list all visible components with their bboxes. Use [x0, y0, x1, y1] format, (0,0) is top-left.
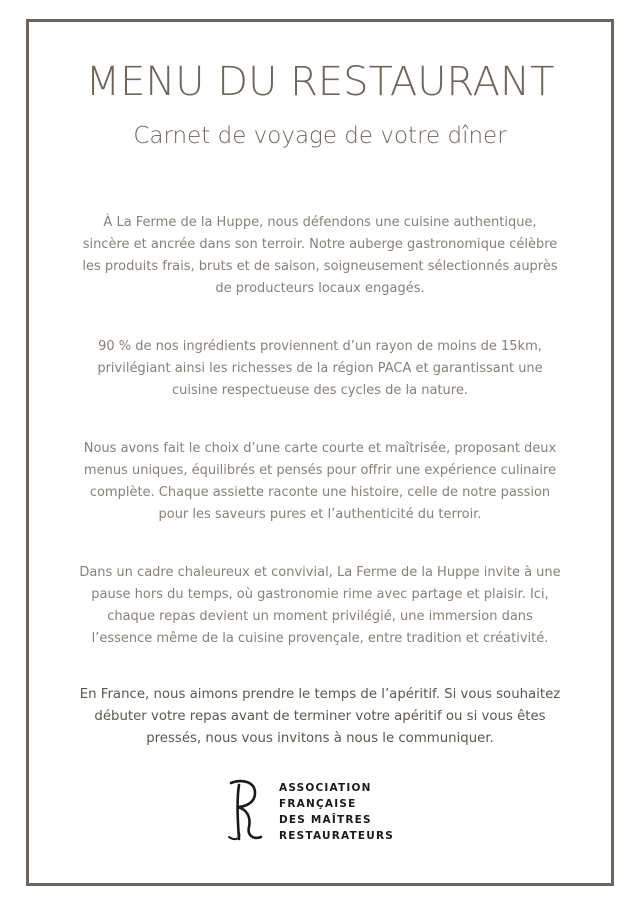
logo-text: [279, 780, 394, 844]
logo-line: RESTAURATEURS: [279, 830, 395, 842]
intro-paragraph: À La Ferme de la Huppe, nous défendons une cuisine authentique, sincère et ancrée dans son terroir. Notre auberge gastronomique célèbre les produits frais, bruts et de saison, soigneusement sélectionnés auprès de producteurs locaux engagés.: [82, 215, 558, 296]
logo-line: DES MAÎTRES: [279, 814, 372, 826]
sourcing-paragraph: 90 % de nos ingrédients proviennent d’un rayon de moins de 15km, privilégiant ainsi les richesses de la région PACA et garantissant une cuisine respectueuse des cycles de la nature.: [97, 339, 543, 398]
menu-frame: [26, 19, 614, 886]
page-subtitle: Carnet de voyage de votre dîner: [133, 123, 507, 149]
maitres-restaurateurs-emblem-icon: [225, 777, 267, 843]
logo-line: ASSOCIATION: [279, 782, 372, 794]
logo-line: FRANÇAISE: [279, 798, 357, 810]
menu-choice-paragraph: Nous avons fait le choix d’une carte courte et maîtrisée, proposant deux menus uniques, équilibrés et pensés pour offrir une expérience culinaire complète. Chaque assiette raconte une histoire, celle de notre passion pour les saveurs pures et l’authenticité du terroir.: [83, 441, 557, 522]
aperitif-paragraph: En France, nous aimons prendre le temps de l’apéritif. Si vous souhaitez débuter votre repas avant de terminer votre apéritif ou si vous êtes pressés, nous vous invitons à nous le communiquer.: [79, 687, 561, 746]
ambiance-paragraph: Dans un cadre chaleureux et convivial, La Ferme de la Huppe invite à une pause hors du temps, où gastronomie rime avec partage et plaisir. Ici, chaque repas devient un moment privilégié, une immersion dans l’essence même de la cuisine provençale, entre tradition et créativité.: [79, 565, 561, 646]
page-title: MENU DU RESTAURANT: [85, 59, 555, 105]
maitres-restaurateurs-logo: [225, 777, 425, 847]
